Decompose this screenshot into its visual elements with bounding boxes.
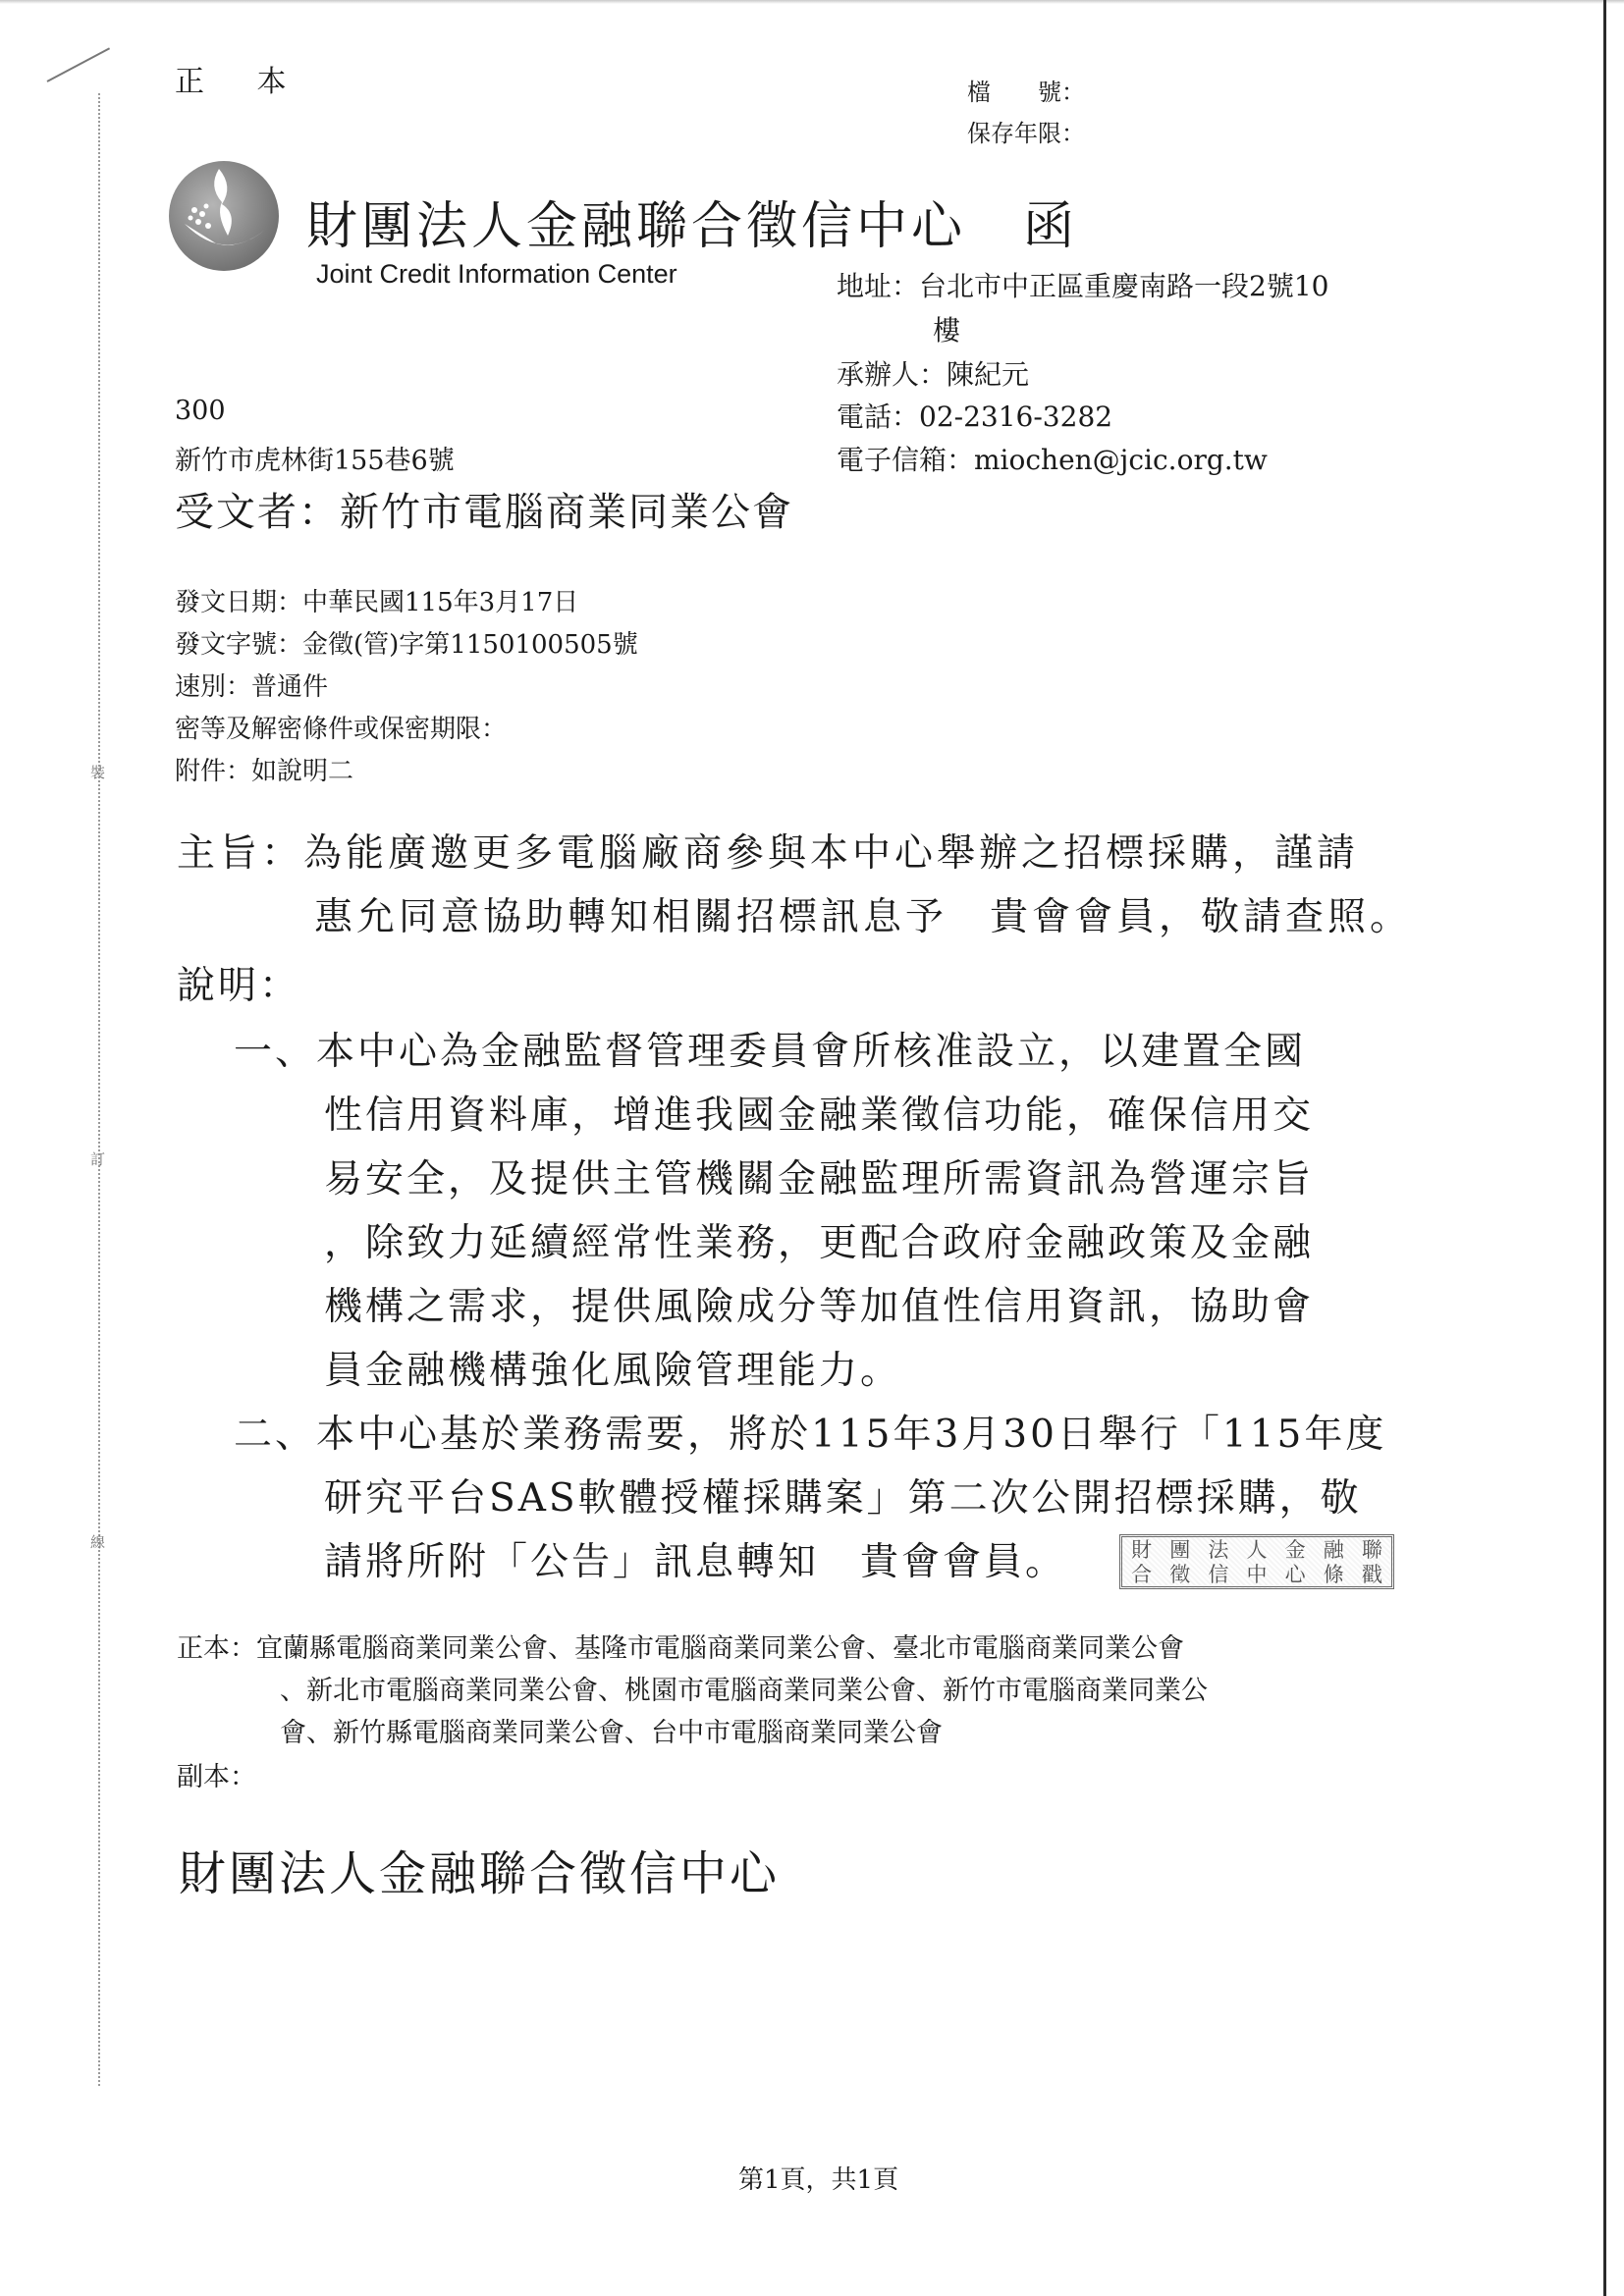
scan-top-edge bbox=[0, 0, 1624, 4]
copy-type-label: 正 本 bbox=[175, 65, 308, 99]
confidentiality: 密等及解密條件或保密期限： bbox=[175, 715, 508, 744]
address-line-2: 樓 bbox=[933, 314, 961, 347]
handler: 承辦人：陳紀元 bbox=[837, 358, 1030, 391]
recipient: 受文者：新竹市電腦商業同業公會 bbox=[175, 490, 793, 535]
file-number-label: 檔 號： bbox=[967, 79, 1085, 106]
item-2-line-1: 二、本中心基於業務需要，將於115年3月30日舉行「115年度 bbox=[234, 1413, 1387, 1457]
item-2-line-3: 請將所附「公告」訊息轉知 貴會會員。 bbox=[324, 1540, 1067, 1584]
stamp-char: 合 bbox=[1131, 1562, 1153, 1586]
signature-org-name: 財團法人金融聯合徵信中心 bbox=[179, 1846, 781, 1901]
stamp-char: 人 bbox=[1246, 1537, 1268, 1562]
stamp-char: 聯 bbox=[1361, 1537, 1382, 1562]
explanation-heading: 說明： bbox=[177, 964, 301, 1008]
subject-line-1: 主旨：為能廣邀更多電腦廠商參與本中心舉辦之招標採購，謹請 bbox=[177, 831, 1360, 876]
attachment: 附件：如說明二 bbox=[175, 757, 354, 786]
delivery-speed: 速別：普通件 bbox=[175, 672, 329, 702]
email: 電子信箱：miochen@jcic.org.tw bbox=[837, 444, 1268, 476]
stamp-char: 金 bbox=[1284, 1537, 1306, 1562]
item-1-line-4: ，除致力延續經常性業務，更配合政府金融政策及金融 bbox=[324, 1221, 1315, 1265]
binding-mark-xian: 線 bbox=[90, 1533, 106, 1551]
official-seal-stamp bbox=[1119, 1534, 1394, 1589]
jcic-logo-icon bbox=[165, 157, 283, 275]
stamp-char: 心 bbox=[1284, 1562, 1306, 1586]
cc-original-line-3: 會、新竹縣電腦商業同業公會、台中市電腦商業同業公會 bbox=[280, 1718, 943, 1748]
recipient-address: 新竹市虎林街155巷6號 bbox=[175, 446, 455, 476]
stamp-char: 徵 bbox=[1169, 1562, 1191, 1586]
cc-original-line-1: 正本：宜蘭縣電腦商業同業公會、基隆市電腦商業同業公會、臺北市電腦商業同業公會 bbox=[177, 1633, 1184, 1664]
pen-mark bbox=[47, 47, 111, 82]
org-name-en: Joint Credit Information Center bbox=[316, 259, 677, 289]
stamp-char: 財 bbox=[1131, 1537, 1153, 1562]
stamp-char: 戳 bbox=[1361, 1562, 1382, 1586]
item-1-line-5: 機構之需求，提供風險成分等加值性信用資訊，協助會 bbox=[324, 1285, 1315, 1329]
binding-line bbox=[98, 93, 100, 2086]
cc-copy: 副本： bbox=[177, 1762, 256, 1792]
doc-number: 發文字號：金徵(管)字第1150100505號 bbox=[175, 630, 638, 660]
recipient-postal-code: 300 bbox=[175, 396, 226, 426]
item-1-line-1: 一、本中心為金融監督管理委員會所核准設立，以建置全國 bbox=[234, 1030, 1307, 1074]
item-1-line-6: 員金融機構強化風險管理能力。 bbox=[324, 1349, 902, 1393]
stamp-char: 團 bbox=[1169, 1537, 1191, 1562]
stamp-char: 條 bbox=[1323, 1562, 1344, 1586]
binding-mark-zhuang: 裝 bbox=[90, 764, 106, 781]
stamp-char: 信 bbox=[1208, 1562, 1229, 1586]
address-line-1: 地址：台北市中正區重慶南路一段2號10 bbox=[837, 270, 1329, 302]
stamp-char: 中 bbox=[1246, 1562, 1268, 1586]
page-number: 第1頁，共1頁 bbox=[738, 2165, 899, 2195]
scan-right-edge bbox=[1603, 0, 1606, 2296]
org-name-title bbox=[306, 185, 1078, 258]
stamp-char: 融 bbox=[1323, 1537, 1344, 1562]
retention-period-label: 保存年限： bbox=[967, 120, 1085, 147]
issue-date: 發文日期：中華民國115年3月17日 bbox=[175, 588, 579, 617]
item-1-line-2: 性信用資料庫，增進我國金融業徵信功能，確保信用交 bbox=[324, 1094, 1315, 1138]
stamp-char: 法 bbox=[1208, 1537, 1229, 1562]
subject-line-2: 惠允同意協助轉知相關招標訊息予 貴會會員，敬請查照。 bbox=[314, 895, 1413, 939]
cc-original-line-2: 、新北市電腦商業同業公會、桃園市電腦商業同業公會、新竹市電腦商業同業公 bbox=[280, 1676, 1208, 1706]
org-name-zh: 財團法人金融聯合徵信中心 bbox=[306, 197, 967, 256]
item-1-line-3: 易安全，及提供主管機關金融監理所需資訊為營運宗旨 bbox=[324, 1157, 1315, 1201]
item-2-line-2: 研究平台SAS軟體授權採購案」第二次公開招標採購，敬 bbox=[324, 1476, 1362, 1521]
binding-mark-ding: 訂 bbox=[90, 1150, 106, 1168]
phone: 電話：02-2316-3282 bbox=[837, 400, 1113, 433]
doc-type: 函 bbox=[1023, 197, 1079, 256]
